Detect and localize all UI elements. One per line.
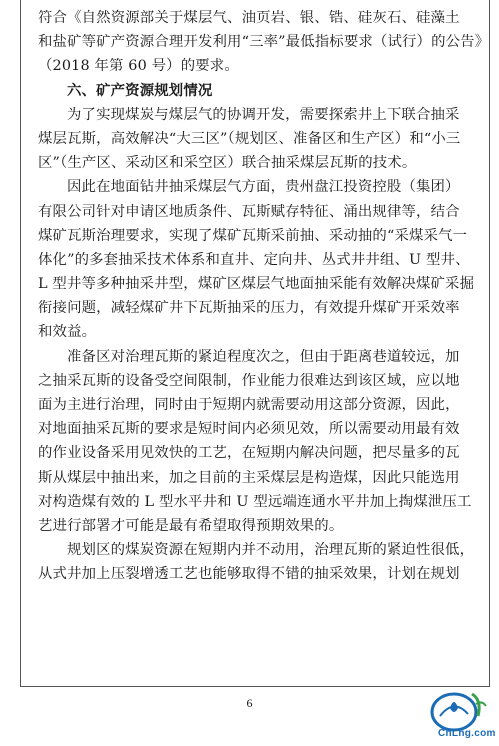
text-line: 准备区对治理瓦斯的紧迫程度次之，但由于距离巷道较远，加 [67, 348, 460, 365]
text-line: 有限公司针对申请区地质条件、瓦斯赋存特征、涌出规律等，结合 [38, 203, 460, 220]
text-line: 从式井加上压裂增透工艺也能够取得不错的抽采效果，计划在规划 [38, 566, 460, 583]
text-line: 规划区的煤炭资源在短期内并不动用，治理瓦斯的紧迫性很低， [67, 542, 475, 559]
page-number: 6 [246, 696, 253, 710]
text-line: 面为主进行治理，同时由于短期内就需要动用这部分资源，因此， [38, 397, 460, 413]
text-line: 体化”的多套抽采技术体系和直井、定向井、丛式井井组、U 型井、 [38, 251, 470, 268]
text-line: 和盐矿等矿产资源合理开发利用“三率”最低指标要求（试行）的公告》 [38, 34, 490, 51]
logo-text: CnLng.com [438, 728, 496, 739]
document-body [38, 6, 490, 587]
text-line: L 型井等多种抽采井型，煤矿区煤层气地面抽采能有效解决煤矿采掘 [38, 276, 475, 293]
text-line: 为了实现煤炭与煤层气的协调开发，需要探索井上下联合抽采 [67, 106, 460, 123]
bottom-border-line [20, 686, 490, 687]
text-line: 对地面抽采瓦斯的要求是短时间内必须见效，所以需要动用最有效 [38, 421, 460, 438]
left-border-line [20, 0, 21, 686]
text-line: 因此在地面钻井抽采煤层气方面，贵州盘江投资控股（集团） [67, 179, 460, 196]
text-line: 符合《自然资源部关于煤层气、油页岩、银、锆、硅灰石、硅藻土 [38, 10, 460, 26]
section-heading: 六、矿产资源规划情况 [67, 82, 213, 99]
text-line: 衔接问题，减轻煤矿井下瓦斯抽采的压力，有效提升煤矿开采效率 [38, 300, 460, 317]
text-line: 的作业设备采用见效快的工艺，在短期内解决问题，把尽量多的瓦 [38, 445, 460, 462]
text-line: 煤矿瓦斯治理要求，实现了煤矿瓦斯采前抽、采动抽的“采煤采气一 [38, 227, 468, 244]
text-line: 之抽采瓦斯的设备受空间限制，作业能力很难达到该区域，应以地 [38, 372, 460, 389]
text-line: 对构造煤有效的 L 型水平井和 U 型远端连通水平井加上掏煤泄压工 [38, 493, 472, 510]
text-line: 和效益。 [38, 324, 97, 341]
right-border-line [489, 0, 490, 686]
text-line: 煤层瓦斯，高效解决“大三区”（规划区、准备区和生产区）和“小三 [38, 130, 461, 147]
text-line: 斯从煤层中抽出来，加之目前的主采煤层是构造煤，因此只能选用 [38, 469, 460, 486]
text-line: 区”（生产区、采动区和采空区）联合抽采煤层瓦斯的技术。 [38, 155, 417, 172]
text-line: （2018 年第 60 号）的要求。 [38, 58, 239, 75]
text-line: 艺进行部署才可能是最有希望取得预期效果的。 [38, 517, 344, 534]
